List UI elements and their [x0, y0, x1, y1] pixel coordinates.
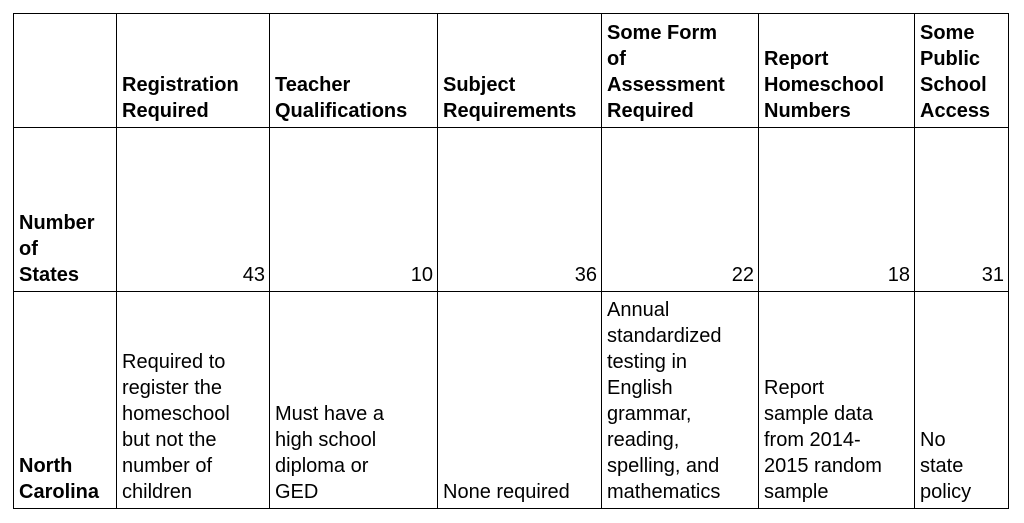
header-corner-cell: [14, 14, 117, 128]
table-row-number-of-states: [14, 128, 1009, 292]
header-report-homeschool-numbers: Report Homeschool Numbers: [759, 14, 915, 128]
cell-nc-assessment: Annual standardized testing in English grammar, reading, spelling, and mathematics: [602, 292, 759, 509]
cell-nc-report: Report sample data from 2014- 2015 random sample: [759, 292, 915, 509]
cell-count-report: 18: [759, 128, 915, 292]
header-teacher-qualifications: Teacher Qualifications: [270, 14, 438, 128]
cell-nc-subject: None required: [438, 292, 602, 509]
table-row-north-carolina: [14, 292, 1009, 509]
header-row: [14, 14, 1009, 128]
header-public-school-access: Some Public School Access: [915, 14, 1009, 128]
cell-count-teacher: 10: [270, 128, 438, 292]
cell-nc-teacher: Must have a high school diploma or GED: [270, 292, 438, 509]
header-assessment-required: Some Form of Assessment Required: [602, 14, 759, 128]
cell-nc-registration: Required to register the homeschool but not the number of children: [117, 292, 270, 509]
cell-count-subject: 36: [438, 128, 602, 292]
cell-count-assessment: 22: [602, 128, 759, 292]
header-registration-required: Registration Required: [117, 14, 270, 128]
cell-count-public-access: 31: [915, 128, 1009, 292]
row-label-number-of-states: Number of States: [14, 128, 117, 292]
cell-count-registration: 43: [117, 128, 270, 292]
header-subject-requirements: Subject Requirements: [438, 14, 602, 128]
row-label-north-carolina: North Carolina: [14, 292, 117, 509]
homeschool-requirements-table: [13, 13, 1009, 509]
cell-nc-public-access: No state policy: [915, 292, 1009, 509]
